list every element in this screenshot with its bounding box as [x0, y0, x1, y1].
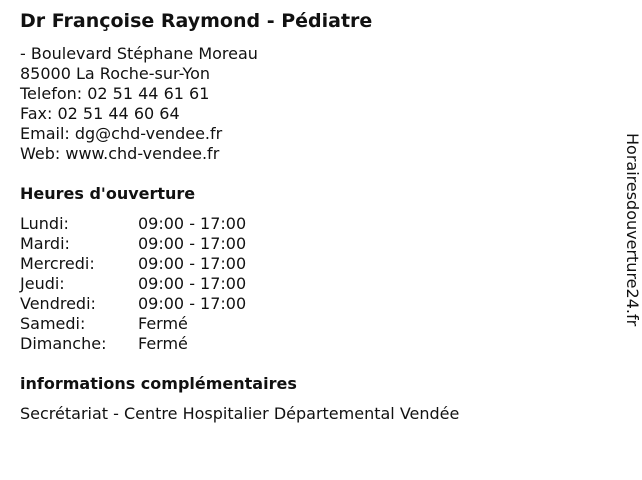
street-address: - Boulevard Stéphane Moreau	[20, 44, 258, 63]
day-label: Lundi:	[20, 214, 69, 233]
website: Web: www.chd-vendee.fr	[20, 144, 220, 163]
hours-row	[20, 234, 246, 254]
extra-info-text: Secrétariat - Centre Hospitalier Départemental Vendée	[20, 404, 460, 423]
day-label: Jeudi:	[20, 274, 65, 293]
contact-block	[20, 44, 258, 164]
email-address: Email: dg@chd-vendee.fr	[20, 124, 223, 143]
page-title: Dr Françoise Raymond - Pédiatre	[20, 10, 373, 32]
time-value: 09:00 - 17:00	[138, 254, 247, 273]
time-value: Fermé	[138, 314, 188, 333]
hours-row	[20, 254, 246, 274]
time-value: Fermé	[138, 334, 188, 353]
fax-number: Fax: 02 51 44 60 64	[20, 104, 180, 123]
day-label: Mercredi:	[20, 254, 95, 273]
hours-row	[20, 334, 246, 354]
hours-row	[20, 314, 246, 334]
opening-hours-table	[20, 214, 246, 354]
city-address: 85000 La Roche-sur-Yon	[20, 64, 211, 83]
time-value: 09:00 - 17:00	[138, 274, 247, 293]
extra-info-heading: informations complémentaires	[20, 374, 297, 393]
day-label: Samedi:	[20, 314, 86, 333]
hours-heading: Heures d'ouverture	[20, 184, 196, 203]
day-label: Vendredi:	[20, 294, 96, 313]
site-watermark: Horairesdouverture24.fr	[623, 133, 642, 327]
time-value: 09:00 - 17:00	[138, 214, 247, 233]
hours-row	[20, 294, 246, 314]
day-label: Mardi:	[20, 234, 70, 253]
phone-number: Telefon: 02 51 44 61 61	[20, 84, 210, 103]
hours-row	[20, 214, 246, 234]
day-label: Dimanche:	[20, 334, 107, 353]
hours-row	[20, 274, 246, 294]
time-value: 09:00 - 17:00	[138, 234, 247, 253]
time-value: 09:00 - 17:00	[138, 294, 247, 313]
